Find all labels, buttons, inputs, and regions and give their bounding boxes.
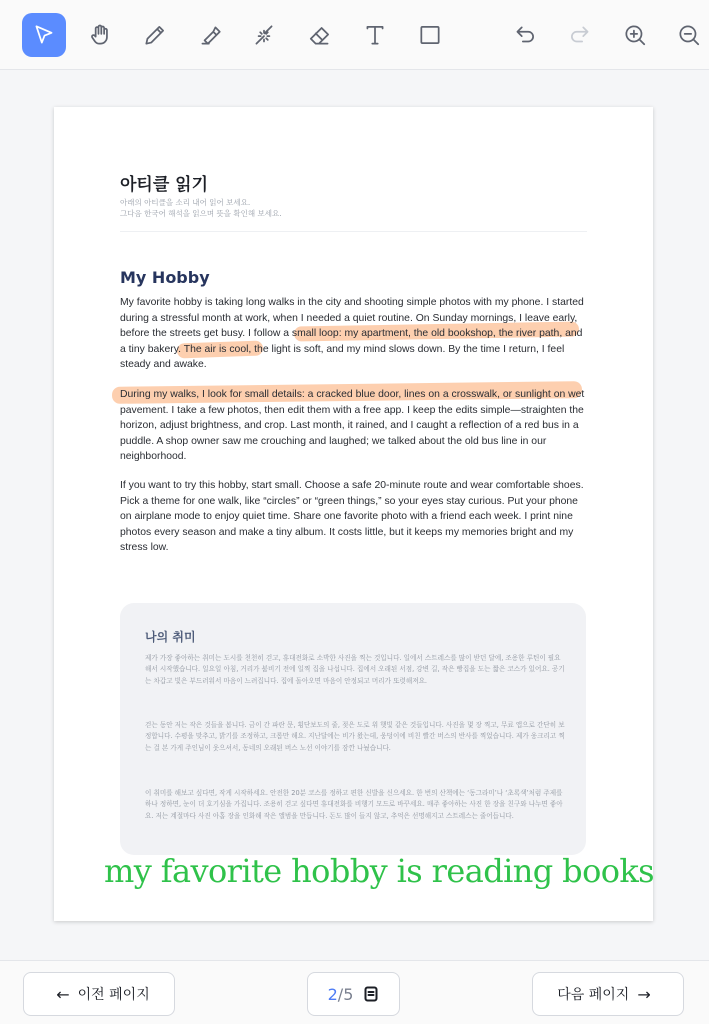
prev-page-button[interactable] — [23, 972, 175, 1016]
article-paragraph: During my walks, I look for small details: a cracked blue door, lines on a crosswalk, or sunlight on wet pavement. I take a few photos, then edit them with a free app. I keep the edits simple—straighten the horizon, adjust brightness, and crop. Last month, it rained, and I caught a reflection of a red bus in a puddle. A shop owner saw me crouching and laughed; we talked about the old bus line in our neighborhood. — [120, 389, 585, 463]
redo-icon — [567, 22, 593, 48]
prev-page-label: 이전 페이지 — [77, 987, 150, 1003]
next-page-label: 다음 페이지 — [557, 987, 630, 1003]
pencil-icon — [142, 22, 168, 48]
page-separator: / — [337, 984, 344, 1004]
rectangle-tool-button[interactable] — [408, 13, 452, 57]
translation-paragraph: 걷는 동안 저는 작은 것들을 봅니다. 금이 간 파란 문, 횡단보도의 줄, 젖은 도로 위 햇빛 같은 것들입니다. 사진을 몇 장 찍고, 무료 앱으로 간단히 보정합니다. 수평을 맞추고, 밝기를 조정하고, 크롭만 해요. 지난달에는 비가 왔는데, 웅덩이에 비친 빨간 버스의 반사를 찍었습니다. 제가 웅크리고 찍는 걸 본 가게 주인님이 웃으셔서, 동네의 오래된 버스 노선 이야기를 잠깐 나눴습니다. — [145, 721, 565, 752]
next-page-button[interactable] — [532, 972, 684, 1016]
translation-paragraph: 이 취미를 해보고 싶다면, 작게 시작하세요. 안전한 20분 코스를 정하고 편한 신발을 신으세요. 한 번의 산책에는 ‘동그라미’나 ‘초록색’처럼 주제를 하나 정하면, 눈이 더 호기심을 가집니다. 조용히 걷고 싶다면 휴대전화를 비행기 모드로 바꾸세요. 매주 좋아하는 사진 한 장을 친구와 나누면 좋아요. 저는 계절마다 사진 아홉 장을 인화해 작은 앨범을 만듭니다. 돈도 많이 들지 않고, 추억은 선명해지고 스트레스는 줄어듭니다. — [145, 789, 563, 820]
laser-tool-button[interactable] — [242, 13, 286, 57]
undo-icon — [512, 22, 538, 48]
zoom-out-button[interactable] — [667, 13, 709, 57]
translation-title: 나의 취미 — [145, 630, 196, 644]
translation-paragraph: 제가 가장 좋아하는 취미는 도시를 천천히 걷고, 휴대전화로 소박한 사진을 찍는 것입니다. 일에서 스트레스를 많이 받던 달에, 조용한 루틴이 필요해서 시작했습니다. 일요일 아침, 거리가 붐비기 전에 일찍 집을 나섭니다. 집에서 오래된 서점, 강변 길, 작은 빵집을 도는 짧은 코스가 있어요. 공기는 차갑고 빛은 부드러워서 마음이 느려집니다. 집에 돌아오면 마음이 안정되고 머리가 또렷해져요. — [145, 654, 565, 685]
arrow-right-icon: → — [637, 984, 651, 1004]
page-indicator[interactable] — [307, 972, 400, 1016]
arrow-left-icon: ← — [56, 984, 70, 1004]
zoom-in-button[interactable] — [613, 13, 657, 57]
page-instructions — [120, 197, 282, 219]
zoom-out-icon — [676, 22, 702, 48]
eraser-icon — [307, 22, 333, 48]
divider — [120, 231, 587, 232]
highlighter-tool-button[interactable] — [188, 13, 232, 57]
select-icon — [31, 22, 57, 48]
translation-box — [120, 603, 586, 855]
article-paragraph: My favorite hobby is taking long walks in the city and shooting simple photos with my phone. I started during a stressful month at work, when I needed a quiet routine. On Sunday mornings, I leave early, before the streets get busy. I follow a small loop: my apartment, the old bookshop, the river path, and a tiny bakery. The air is cool, the light is soft, and my mind slows down. By the time I return, I feel steady and awake. — [120, 297, 584, 371]
eraser-tool-button[interactable] — [298, 13, 342, 57]
undo-button[interactable] — [503, 13, 547, 57]
text-tool-button[interactable] — [353, 13, 397, 57]
bottom-navigation — [0, 960, 709, 1024]
article-paragraph: If you want to try this hobby, start small. Choose a safe 20-minute route and wear comfortable shoes. Pick a theme for one walk, like “circles” or “green things,” so your eyes stay curious. Put your phone on airplane mode to enjoy quiet time. Share one favorite photo with a friend each week. I print nine photos every season and make a tiny album. It costs little, but it keeps my memories bright and my stress low. — [120, 480, 584, 554]
hand-icon — [87, 22, 113, 48]
article-title: My Hobby — [120, 268, 210, 287]
pencil-tool-button[interactable] — [133, 13, 177, 57]
handwritten-note[interactable]: my favorite hobby is reading books — [104, 852, 655, 890]
page-title: 아티클 읽기 — [120, 175, 209, 195]
zoom-in-icon — [622, 22, 648, 48]
total-pages: 5 — [343, 984, 354, 1004]
toolbar — [0, 0, 709, 70]
rectangle-icon — [417, 22, 443, 48]
laser-icon — [251, 22, 277, 48]
document-page[interactable] — [54, 107, 653, 921]
text-icon — [362, 22, 388, 48]
instruction-line: 그다음 한국어 해석을 읽으며 뜻을 확인해 보세요. — [120, 209, 282, 218]
redo-button[interactable] — [558, 13, 602, 57]
page-list-icon — [363, 986, 379, 1002]
highlighter-icon — [197, 22, 223, 48]
select-tool-button[interactable] — [22, 13, 66, 57]
instruction-line: 아래의 아티클을 소리 내어 읽어 보세요. — [120, 198, 251, 207]
current-page-number: 2 — [327, 984, 338, 1004]
hand-tool-button[interactable] — [78, 13, 122, 57]
